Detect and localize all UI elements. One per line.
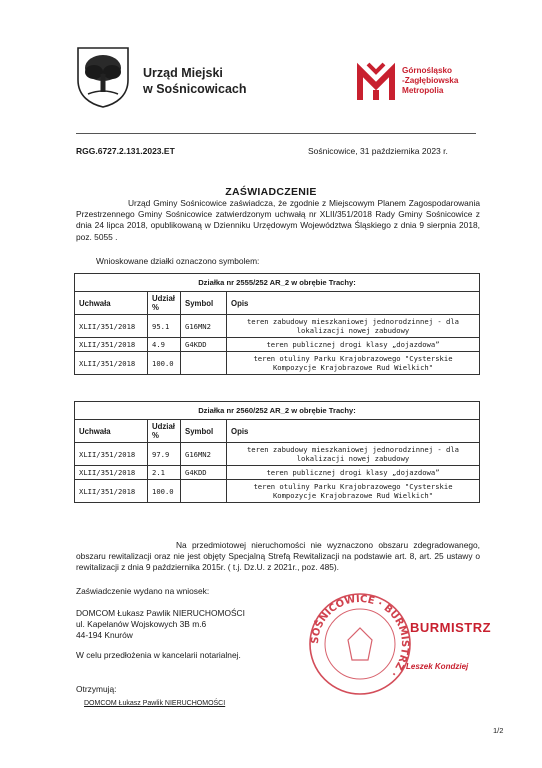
cell-share: 100.0 — [148, 480, 181, 503]
official-stamp-icon — [306, 588, 414, 700]
recipient-item: DOMCOM Łukasz Pawlik NIERUCHOMOŚCI — [84, 700, 226, 707]
issued-on-request-label: Zaświadczenie wydano na wniosek: — [76, 586, 210, 596]
metropolis-logo-icon — [356, 60, 396, 104]
cell-share: 95.1 — [148, 315, 181, 338]
revitalization-paragraph: Na przedmiotowej nieruchomości nie wyznaczono obszaru zdegradowanego, obszaru rewitalizacji oraz nie jest objęty Specjalną Strefą Rewitalizacji na podstawie art. 8, art. 25 ustawy o rewitalizacji z dnia 9 października 2015r. ( t.j. Dz.U. z 2021r., poz. 485). — [76, 540, 480, 573]
plot-table-2 — [74, 401, 480, 503]
cell-description: teren otuliny Parku Krajobrazowego "Cysterskie Kompozycje Krajobrazowe Rud Wielkich" — [227, 352, 480, 375]
signature-title: BURMISTRZ — [410, 620, 492, 635]
plot-title: Działka nr 2560/252 AR_2 w obrębie Trachy: — [75, 402, 480, 420]
cell-symbol: G16MN2 — [181, 443, 227, 466]
header-resolution: Uchwała — [75, 420, 148, 443]
header-share: Udział % — [148, 420, 181, 443]
header-symbol: Symbol — [181, 420, 227, 443]
metropolis-line1: Górnośląsko — [402, 66, 453, 75]
cell-share: 97.9 — [148, 443, 181, 466]
cell-resolution: XLII/351/2018 — [75, 315, 148, 338]
header-share: Udział % — [148, 292, 181, 315]
table-row — [75, 466, 480, 480]
cell-symbol: G4KDD — [181, 466, 227, 480]
cell-description: teren otuliny Parku Krajobrazowego "Cysterskie Kompozycje Krajobrazowe Rud Wielkich" — [227, 480, 480, 503]
header-symbol: Symbol — [181, 292, 227, 315]
signature-name: Leszek Kondziej — [406, 662, 469, 671]
cell-resolution: XLII/351/2018 — [75, 338, 148, 352]
cell-description: teren zabudowy mieszkaniowej jednorodzinnej - dla lokalizacji nowej zabudowy — [227, 443, 480, 466]
metropolis-line3: Metropolia — [402, 86, 444, 95]
header-description: Opis — [227, 420, 480, 443]
table-row — [75, 352, 480, 375]
cell-description: teren publicznej drogi klasy „dojazdowa” — [227, 466, 480, 480]
cell-symbol: G4KDD — [181, 338, 227, 352]
cell-resolution: XLII/351/2018 — [75, 466, 148, 480]
cell-symbol: G16MN2 — [181, 315, 227, 338]
plot-title: Działka nr 2555/252 AR_2 w obrębie Trachy: — [75, 274, 480, 292]
header-resolution: Uchwała — [75, 292, 148, 315]
cell-share: 2.1 — [148, 466, 181, 480]
header-description: Opis — [227, 292, 480, 315]
certificate-paragraph: Urząd Gminy Sośnicowice zaświadcza, że zgodnie z Miejscowym Planem Zagospodarowania Przestrzennego Gminy Sośnicowice zatwierdzonym uchwałą nr XLII/351/2018 Rady Gminy Sośnicowice z dnia 24 lipca 2018, opublikowaną w Dzienniku Urzędowym Województwa Śląskiego z dnia 9 sierpnia 2018, poz. 5055 . — [76, 198, 480, 242]
header-divider — [76, 133, 476, 134]
cell-symbol — [181, 352, 227, 375]
plot-table-1 — [74, 273, 480, 375]
requested-plots-label: Wnioskowane działki oznaczono symbolem: — [96, 256, 260, 266]
applicant-street: ul. Kapelanów Wojskowych 3B m.6 — [76, 619, 207, 630]
applicant-name: DOMCOM Łukasz Pawlik NIERUCHOMOŚCI — [76, 608, 245, 618]
table-row — [75, 315, 480, 338]
cell-resolution: XLII/351/2018 — [75, 443, 148, 466]
office-name — [143, 65, 247, 97]
document-date: Sośnicowice, 31 października 2023 r. — [308, 146, 448, 156]
coat-of-arms-icon — [76, 46, 130, 108]
reference-number: RGG.6727.2.131.2023.ET — [76, 146, 175, 156]
stamp-text: SOŚNICOWICE · BURMISTRZ · — [309, 593, 411, 679]
purpose-statement: W celu przedłożenia w kancelarii notarialnej. — [76, 650, 241, 660]
recipients-label: Otrzymują: — [76, 684, 117, 694]
cell-symbol — [181, 480, 227, 503]
table-row — [75, 480, 480, 503]
cell-resolution: XLII/351/2018 — [75, 480, 148, 503]
office-name-line1: Urząd Miejski — [143, 66, 223, 80]
applicant-city: 44-194 Knurów — [76, 630, 133, 641]
cell-description: teren publicznej drogi klasy „dojazdowa” — [227, 338, 480, 352]
table-row — [75, 338, 480, 352]
applicant-address — [76, 608, 245, 642]
cell-resolution: XLII/351/2018 — [75, 352, 148, 375]
office-name-line2: w Sośnicowicach — [143, 82, 247, 96]
metropolis-line2: -Zagłębiowska — [402, 76, 459, 85]
cell-description: teren zabudowy mieszkaniowej jednorodzinnej - dla lokalizacji nowej zabudowy — [227, 315, 480, 338]
page-number: 1/2 — [493, 726, 504, 735]
cell-share: 4.9 — [148, 338, 181, 352]
svg-text:SOŚNICOWICE · BURMISTRZ · — [310, 594, 410, 679]
table-row — [75, 443, 480, 466]
metropolis-name — [402, 66, 458, 96]
cell-share: 100.0 — [148, 352, 181, 375]
document-title: ZAŚWIADCZENIE — [225, 186, 317, 198]
